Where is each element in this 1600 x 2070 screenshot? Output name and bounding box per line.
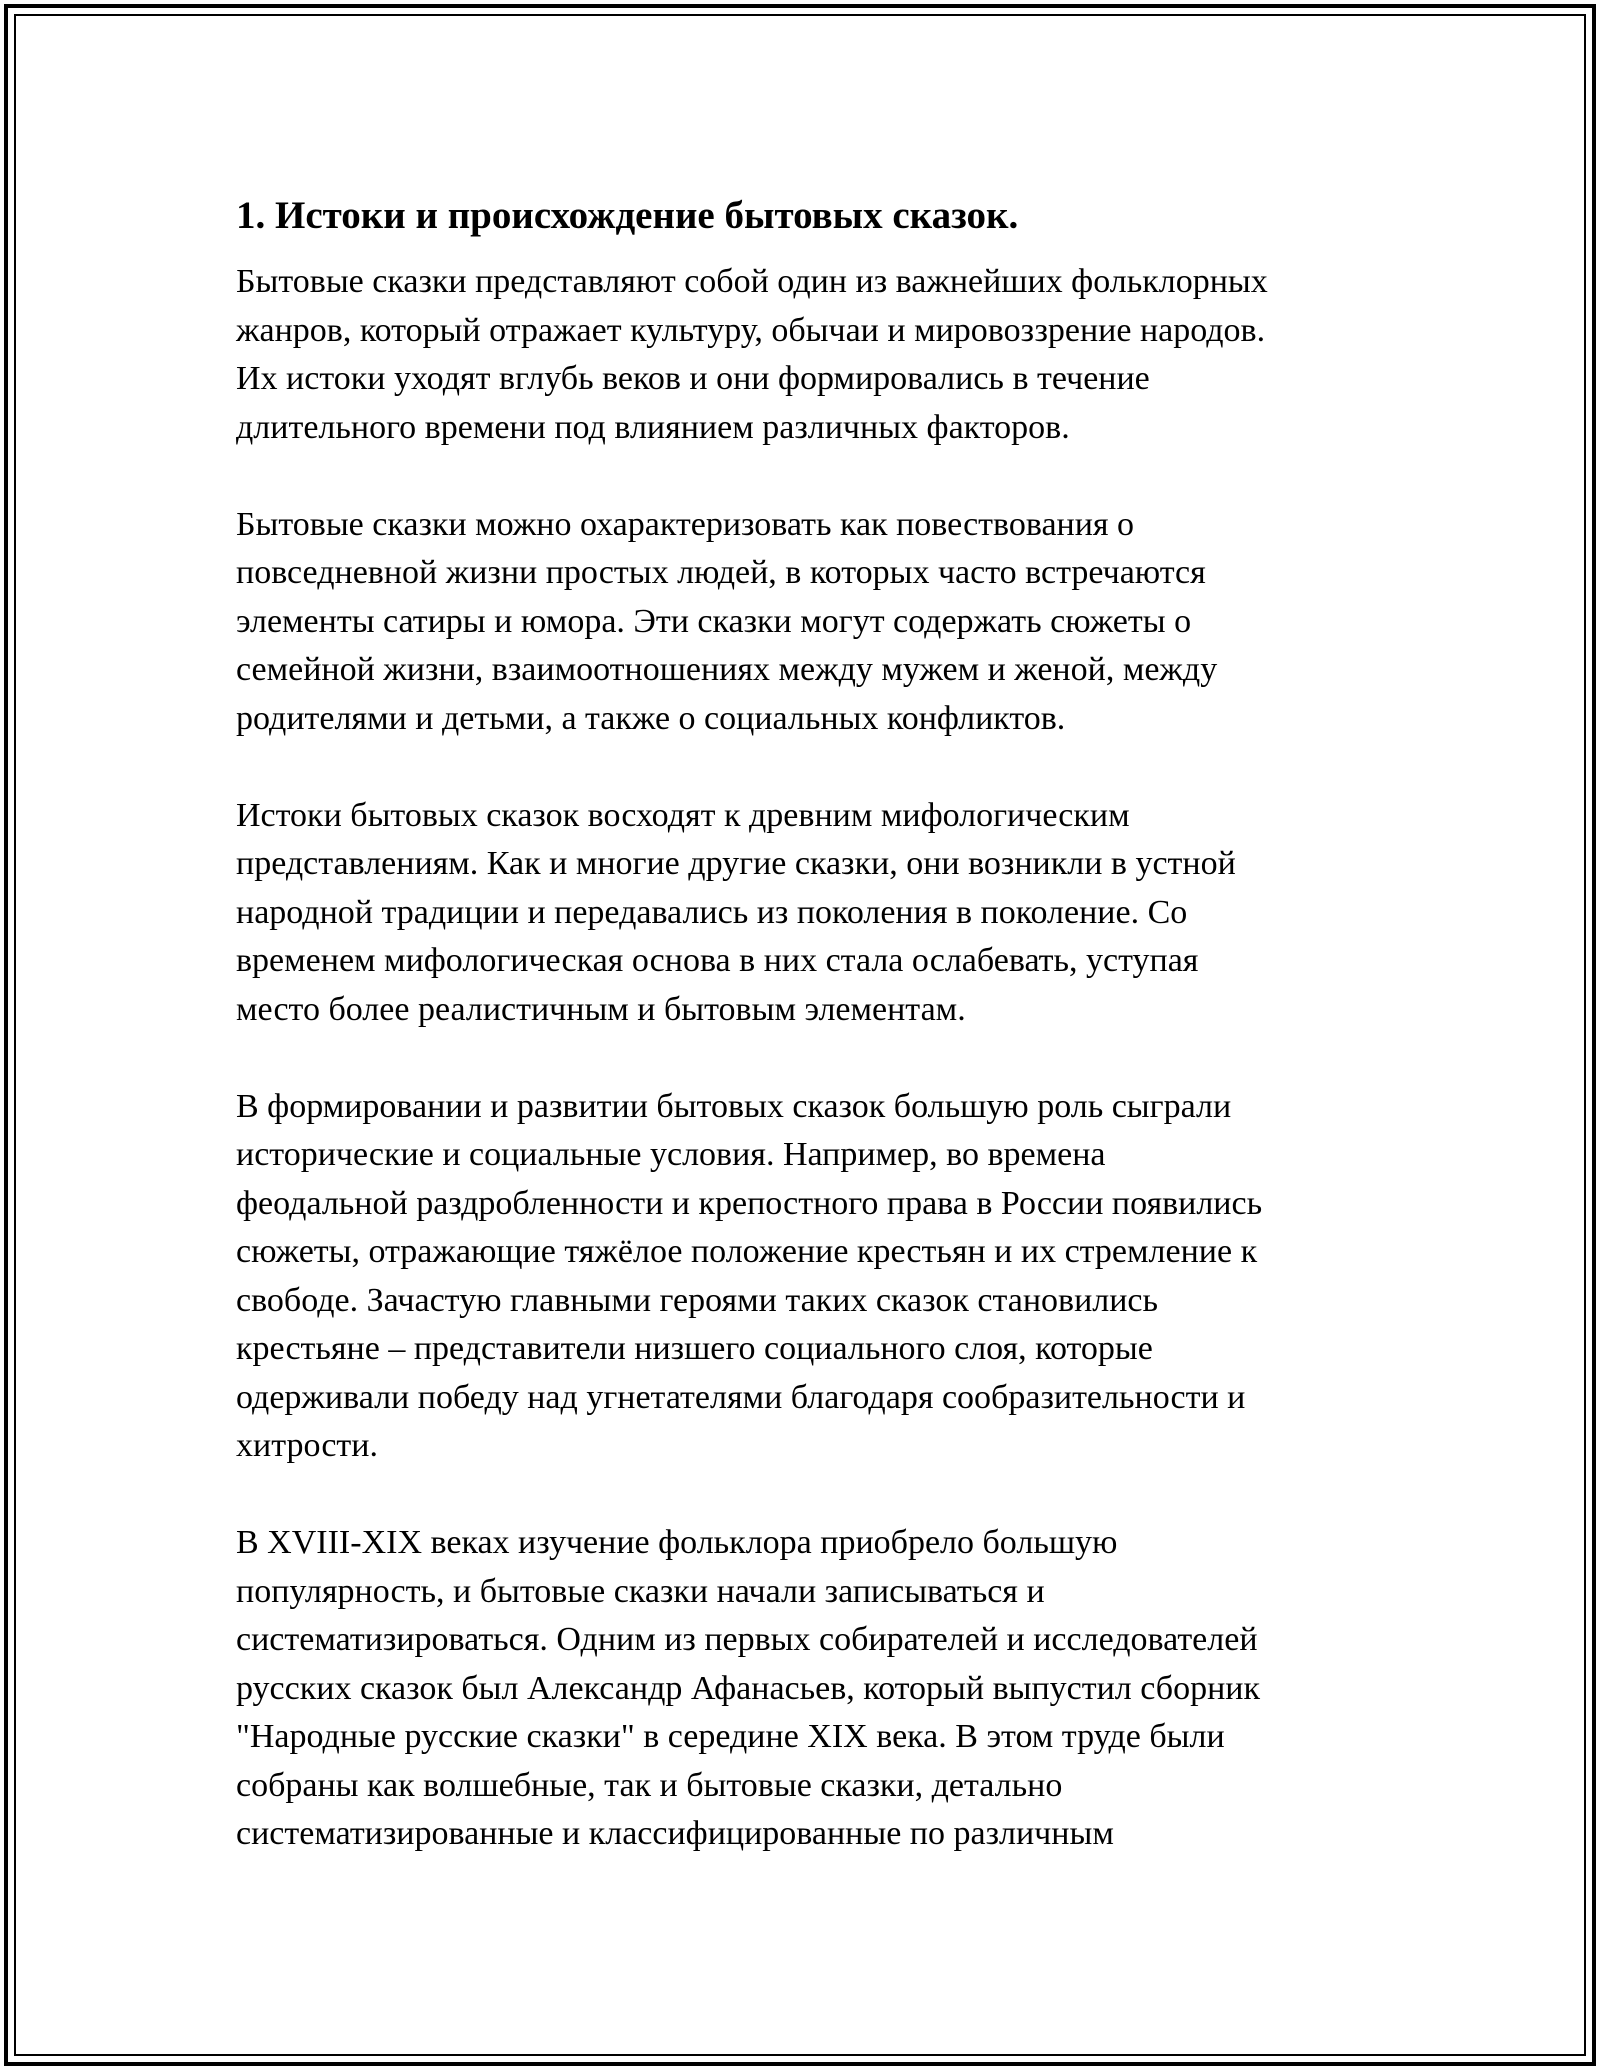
text-line: временем мифологическая основа в них стала ослабевать, уступая bbox=[236, 942, 1199, 979]
paragraphs-container bbox=[236, 258, 1376, 1859]
text-line: систематизироваться. Одним из первых собирателей и исследователей bbox=[236, 1621, 1258, 1658]
text-line: Бытовые сказки можно охарактеризовать как повествования о bbox=[236, 505, 1135, 543]
paragraph bbox=[236, 1083, 1376, 1471]
text-line: повседневной жизни простых людей, в которых часто встречаются bbox=[236, 554, 1206, 591]
text-line: В формировании и развитии бытовых сказок большую роль сыграли bbox=[236, 1087, 1232, 1125]
paragraph bbox=[236, 258, 1376, 452]
text-line: Бытовые сказки представляют собой один из важнейших фольклорных bbox=[236, 263, 1268, 300]
text-line: хитрости. bbox=[236, 1427, 378, 1464]
text-line: одерживали победу над угнетателями благодаря сообразительности и bbox=[236, 1378, 1246, 1416]
text-line: родителями и детьми, а также о социальных конфликтов. bbox=[236, 699, 1066, 737]
text-line: элементы сатиры и юмора. Эти сказки могут содержать сюжеты о bbox=[236, 602, 1192, 640]
text-line: русских сказок был Александр Афанасьев, который выпустил сборник bbox=[236, 1669, 1260, 1707]
text-line: Истоки бытовых сказок восходят к древним мифологическим bbox=[236, 796, 1130, 834]
text-line: феодальной раздробленности и крепостного права в России появились bbox=[236, 1184, 1263, 1222]
text-line: жанров, который отражает культуру, обычаи и мировоззрение народов. bbox=[236, 311, 1266, 349]
document-body bbox=[236, 188, 1376, 1907]
text-line: В XVIII-XIX веках изучение фольклора приобрело большую bbox=[236, 1524, 1118, 1561]
text-line: представлениям. Как и многие другие сказки, они возникли в устной bbox=[236, 845, 1236, 882]
text-line: Их истоки уходят вглубь веков и они формировались в течение bbox=[236, 360, 1150, 397]
text-line: длительного времени под влиянием различных факторов. bbox=[236, 408, 1070, 446]
text-line: собраны как волшебные, так и бытовые сказки, детально bbox=[236, 1766, 1063, 1804]
text-line: место более реалистичным и бытовым элементам. bbox=[236, 990, 966, 1028]
paragraph bbox=[236, 792, 1376, 1035]
text-line: исторические и социальные условия. Например, во времена bbox=[236, 1136, 1106, 1173]
text-line: популярность, и бытовые сказки начали записываться и bbox=[236, 1572, 1045, 1610]
text-line: сюжеты, отражающие тяжёлое положение крестьян и их стремление к bbox=[236, 1233, 1258, 1270]
paragraph bbox=[236, 1519, 1376, 1859]
text-line: семейной жизни, взаимоотношениях между мужем и женой, между bbox=[236, 651, 1218, 688]
text-line: крестьяне – представители низшего социального слоя, которые bbox=[236, 1330, 1153, 1367]
text-line: свободе. Зачастую главными героями таких сказок становились bbox=[236, 1281, 1159, 1319]
text-line: систематизированные и классифицированные по различным bbox=[236, 1815, 1114, 1852]
text-line: народной традиции и передавались из поколения в поколение. Со bbox=[236, 893, 1188, 931]
paragraph bbox=[236, 501, 1376, 744]
text-line: "Народные русские сказки" в середине XIX века. В этом труде были bbox=[236, 1718, 1225, 1755]
section-heading: 1. Истоки и происхождение бытовых сказок. bbox=[236, 194, 1019, 237]
